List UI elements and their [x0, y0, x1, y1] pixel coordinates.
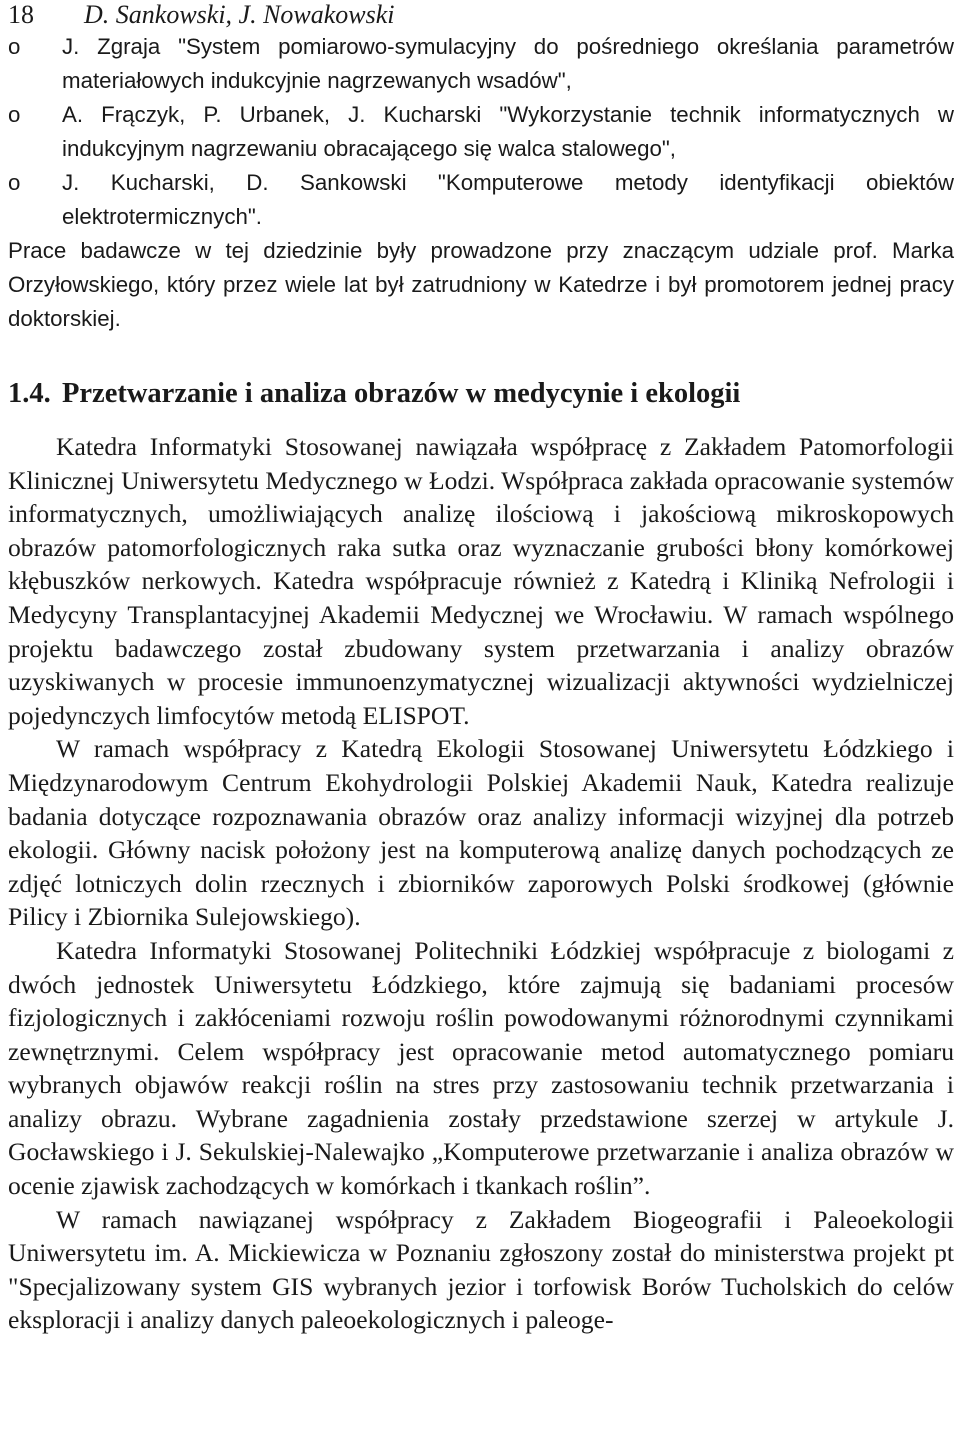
section-body	[8, 430, 954, 1337]
document-page	[8, 0, 954, 1337]
body-paragraph: Katedra Informatyki Stosowanej nawiązała współpracę z Zakładem Patomorfologii Klinicznej Uniwersytetu Medycznego w Łodzi. Współpraca zakłada opracowanie systemów informatycznych, umożliwiających analizę ilościową i jakościową mikroskopowych obrazów patomorfologicznych raka sutka oraz wyznaczanie grubości błony komórkowej kłębuszków nerkowych. Katedra współpracuje również z Katedrą i Kliniką Nefrologii i Medycyny Transplantacyjnej Akademii Medycznej we Wrocławiu. W ramach wspólnego projektu badawczego został zbudowany system przetwarzania i analizy obrazów uzyskiwanych w procesie immunoenzymatycznej wizualizacji aktywności wydzielniczej pojedynczych limfocytów metodą ELISPOT.	[8, 432, 954, 730]
page-number: 18	[8, 0, 34, 29]
reference-text: J. Zgraja "System pomiarowo-symulacyjny do pośredniego określania parametrów materiałowych indukcyjnie nagrzewanych wsadów",	[62, 34, 954, 93]
body-paragraph: W ramach współpracy z Katedrą Ekologii Stosowanej Uniwersytetu Łódzkiego i Międzynarodowym Centrum Ekohydrologii Polskiej Akademii Nauk, Katedra realizuje badania dotyczące rozpoznawania obrazów oraz analizy informacji wizyjnej dla potrzeb ekologii. Główny nacisk położony jest na komputerową analizę danych pochodzących ze zdjęć lotniczych dolin rzecznych i zbiorników zaporowych Polski środkowej (głównie Pilicy i Zbiornika Sulejowskiego).	[8, 734, 954, 932]
references-block	[8, 30, 954, 336]
body-paragraph: Katedra Informatyki Stosowanej Politechniki Łódzkiej współpracuje z biologami z dwóch jednostek Uniwersytetu Łódzkiego, które zajmują się badaniami procesów fizjologicznych i zakłóceniami rozwoju roślin powodowanymi różnorodnymi czynnikami zewnętrznymi. Celem współpracy jest opracowanie metod automatycznego pomiaru wybranych objawów reakcji roślin na stres przy zastosowaniu technik przetwarzania i analizy obrazu. Wybrane zagadnienia zostały przedstawione szerzej w artykule J. Gocławskiego i J. Sekulskiej-Nalewajko „Komputerowe przetwarzanie i analiza obrazów w ocenie zjawisk zachodzących w komórkach i tkankach roślin”.	[8, 935, 954, 1201]
reference-item	[8, 30, 954, 98]
reference-list	[8, 30, 954, 234]
reference-text: J. Kucharski, D. Sankowski "Komputerowe metody identyfikacji obiektów elektrotermicznych".	[62, 170, 954, 229]
reference-item	[8, 166, 954, 234]
bullet-icon: o	[8, 102, 21, 127]
bullet-icon: o	[8, 34, 21, 59]
section-number: 1.4.	[8, 378, 51, 409]
body-paragraph: W ramach nawiązanej współpracy z Zakładem Biogeografii i Paleoekologii Uniwersytetu im. A. Mickiewicza w Poznaniu zgłoszony został do ministerstwa projekt pt "Specjalizowany system GIS wybranych jezior i torfowisk Borów Tucholskich do celów eksploracji i analizy danych paleoekologicznych i paleoge-	[8, 1204, 954, 1335]
running-header	[8, 0, 954, 30]
reference-text: A. Frączyk, P. Urbanek, J. Kucharski "Wykorzystanie technik informatycznych w indukcyjnym nagrzewaniu obracającego się walca stalowego",	[62, 102, 954, 161]
running-header-authors: D. Sankowski, J. Nowakowski	[84, 0, 395, 29]
bullet-icon: o	[8, 170, 21, 195]
references-closing-paragraph: Prace badawcze w tej dziedzinie były prowadzone przy znaczącym udziale prof. Marka Orzyłowskiego, który przez wiele lat był zatrudniony w Katedrze i był promotorem jednej pracy doktorskiej.	[8, 238, 954, 331]
reference-item	[8, 98, 954, 166]
section-heading	[8, 377, 954, 411]
section-title: Przetwarzanie i analiza obrazów w medycynie i ekologii	[62, 378, 741, 409]
